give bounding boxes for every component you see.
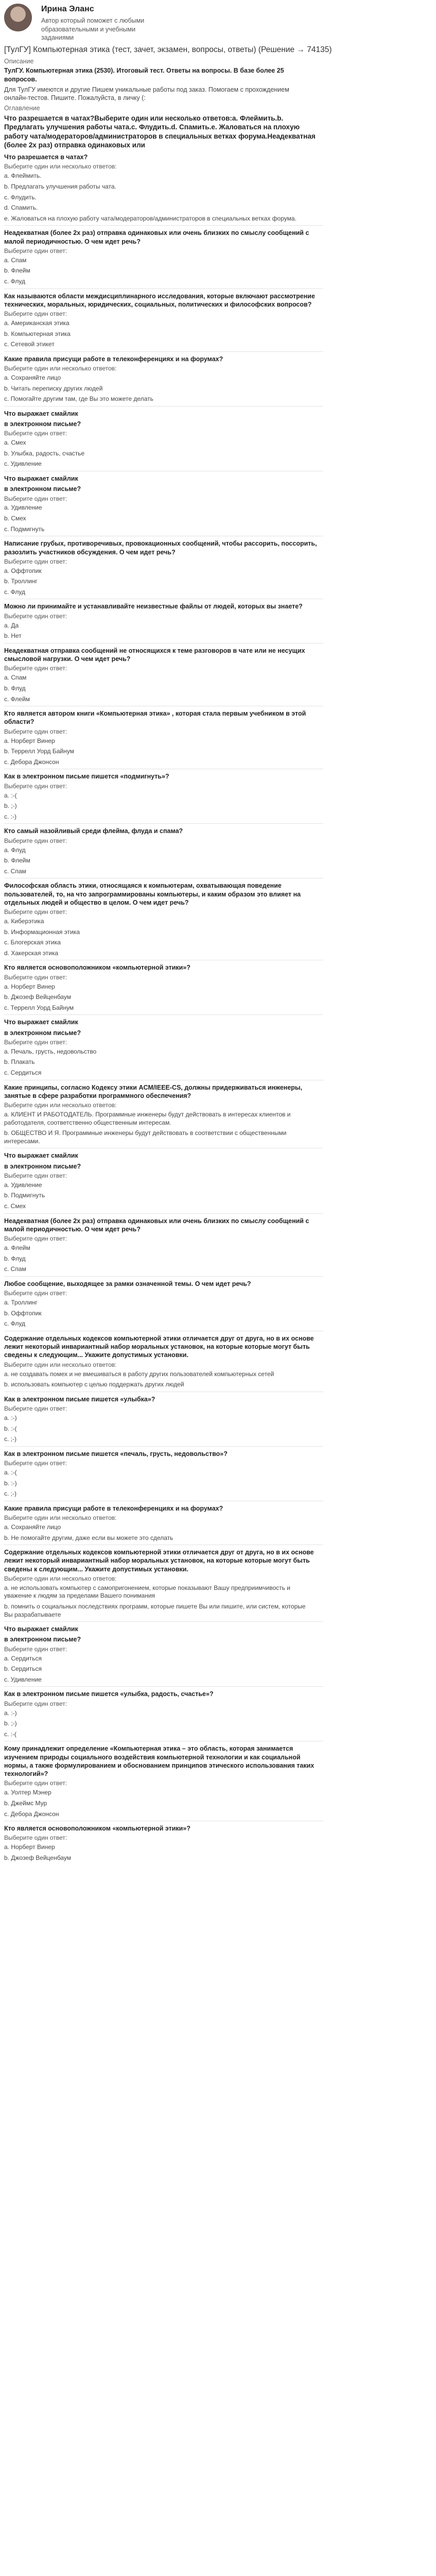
- answer-option: c. Сетевой этикет: [4, 341, 55, 348]
- answer-prompt: Выберите один ответ:: [4, 782, 67, 790]
- answer-option: b. Флуд: [4, 1255, 26, 1262]
- answer-option: b. Компьютерная этика: [4, 330, 71, 337]
- answer-option: a. :-): [4, 1414, 17, 1421]
- answer-prompt: Выберите один ответ:: [4, 310, 67, 318]
- answer-option: c. Подмигнуть: [4, 525, 45, 533]
- description-heading: Описание: [4, 57, 34, 65]
- answer-option: a. Троллинг: [4, 1299, 38, 1307]
- question-title: Неадекватная (более 2х раз) отправка одинаковых или очень близких по смыслу сообщений с малой периодичностью. О чем идет речь?: [4, 229, 309, 245]
- answer-option: a. Оффтопик: [4, 567, 42, 574]
- question-block: [4, 1548, 432, 1619]
- answer-option: c. Террелл Уорд Байнум: [4, 1004, 74, 1011]
- answer-option: b. Улыбка, радость, счастье: [4, 449, 85, 457]
- question-block: [4, 410, 432, 468]
- answer-prompt: Выберите один ответ:: [4, 665, 67, 672]
- answer-option: a. Смех: [4, 439, 26, 447]
- answer-option: a. Спам: [4, 256, 27, 264]
- answer-prompt: Выберите один или несколько ответов:: [4, 1514, 117, 1521]
- answer-option: b. Террелл Уорд Байнум: [4, 748, 74, 755]
- answer-prompt: Выберите один ответ:: [4, 1290, 67, 1297]
- answer-option: b. Нет: [4, 632, 22, 640]
- question-title: Какие правила присущи работе в телеконференциях и на форумах?: [4, 355, 223, 363]
- question-title: Какие правила присущи работе в телеконференциях и на форумах?: [4, 1504, 223, 1512]
- answer-option: b. Флуд: [4, 684, 26, 692]
- question-title: Как в электронном письме пишется «подмигнуть»?: [4, 773, 169, 781]
- question-block: [4, 1083, 432, 1146]
- question-block: [4, 1824, 432, 1862]
- question-block: [4, 539, 432, 596]
- answer-option: b. Троллинг: [4, 578, 38, 585]
- question-block: [4, 1450, 432, 1498]
- answer-option: a. Норберт Винер: [4, 982, 55, 990]
- answer-option: a. не использовать компьютер с самопригонением, которые показывают Вашу предприимчивость и уважение к людям за пределами Вашего понимания: [4, 1584, 290, 1600]
- question-title: Можно ли принимайте и устанавливайте неизвестные файлы от людей, которых вы знаете?: [4, 603, 303, 611]
- answer-option: c. Удивление: [4, 1675, 42, 1683]
- answer-option: a. Флейм: [4, 1244, 30, 1252]
- question-title: Кто является основоположником «компьютерной этики»?: [4, 1825, 190, 1833]
- question-block: [4, 1625, 432, 1684]
- question-block: [4, 1744, 432, 1818]
- answer-option: b. Оффтопик: [4, 1309, 42, 1317]
- answer-option: b. :-): [4, 1479, 17, 1487]
- description-text: Для ТулГУ имеются и другие Пишем уникальные работы под заказ. Помогаем с прохождением онлайн-тестов. Пишите. Пожалуйста, в личку (:: [4, 86, 289, 102]
- answer-option: a. Норберт Винер: [4, 1843, 55, 1851]
- question-title: Что выражает смайлик: [4, 1152, 78, 1160]
- divider: [4, 1014, 323, 1015]
- answer-option: a. Норберт Винер: [4, 737, 55, 744]
- answer-option: d. Спамить.: [4, 204, 38, 212]
- answer-option: b. Информационная этика: [4, 928, 80, 936]
- question-block: [4, 772, 432, 821]
- description-summary: ТулГУ. Компьютерная этика (2530). Итоговый тест. Ответы на вопросы. В базе более 25 вопросов.: [4, 67, 284, 83]
- question-block: [4, 602, 432, 640]
- answer-prompt: Выберите один ответ:: [4, 1700, 67, 1707]
- answer-option: c. Сердиться: [4, 1069, 42, 1077]
- answer-prompt: Выберите один ответ:: [4, 1834, 67, 1842]
- question-title-continued: в электронном письме?: [4, 485, 81, 493]
- answer-prompt: Выберите один ответ:: [4, 727, 67, 735]
- answer-option: b. Читать переписку других людей: [4, 384, 103, 392]
- answer-option: c. Флуд: [4, 1320, 25, 1328]
- author-name[interactable]: Ирина Эланс: [41, 5, 94, 13]
- answer-option: b. ;-): [4, 802, 17, 810]
- answer-option: c. Спам: [4, 1265, 26, 1273]
- answer-option: a. Спам: [4, 674, 27, 682]
- answer-option: a. Флуд: [4, 846, 26, 854]
- question-title: Как в электронном письме пишется «улыбка»?: [4, 1395, 155, 1403]
- answer-option: a. Печаль, грусть, недовольство: [4, 1047, 97, 1055]
- question-title: Философская область этики, относящаяся к компьютерам, охватывающая поведение пользователей, то, на что запрограммированы компьютеры, и каким образом это влияет на отдельных людей и общество в целом. О чем идет речь?: [4, 882, 301, 906]
- answer-option: a. :-): [4, 1709, 17, 1717]
- question-title: Как в электронном письме пишется «печаль, грусть, недовольство»?: [4, 1450, 228, 1458]
- question-title: Как называются области междисциплинарного исследования, которые включают рассмотрение технических, моральных, юридических, социальных, политических и философских вопросов?: [4, 292, 315, 308]
- answer-option: a. Удивление: [4, 504, 42, 512]
- answer-option: c. Дебора Джонсон: [4, 758, 59, 766]
- answer-option: b. использовать компьютер с целью поддержать других людей: [4, 1381, 184, 1388]
- answer-prompt: Выберите один ответ:: [4, 837, 67, 844]
- answer-option: b. ОБЩЕСТВО И Я. Программные инженеры будут действовать в соответствии с общественными интересами.: [4, 1129, 287, 1145]
- question-block: [4, 1504, 432, 1542]
- question-title-continued: в электронном письме?: [4, 1162, 81, 1170]
- question-title: Неадекватная отправка сообщений не относящихся к теме разговоров в чате или не несущих смысловой нагрузки. О чем идет речь?: [4, 647, 305, 663]
- divider: [4, 351, 323, 352]
- answer-prompt: Выберите один ответ:: [4, 247, 67, 255]
- question-block: [4, 1690, 432, 1738]
- answer-option: b. Предлагать улучшения работы чата.: [4, 182, 116, 190]
- question-title: Что выражает смайлик: [4, 475, 78, 483]
- answer-prompt: Выберите один ответ:: [4, 557, 67, 565]
- divider: [4, 1621, 323, 1622]
- answer-prompt: Выберите один или несколько ответов:: [4, 1574, 117, 1582]
- answer-option: b. Смех: [4, 515, 26, 522]
- question-block: [4, 229, 432, 285]
- contents-text: Что разрешается в чатах?Выберите один или несколько ответов:a. Флеймить.b. Предлагать улучшения работы чата.c. Флудить.d. Спамить.e. Жаловаться на плохую работу чата/модераторов/администраторов в специальных ветках форума.Неадекватная (более 2х раз) отправка одинаковых или: [4, 114, 316, 149]
- question-title: Кому принадлежит определение «Компьютерная этика – это область, которая занимается изучением природы социального воздействия компьютерной технологии и как социальной нормы, а также формулированием и обоснованием принципов этического использования таких технологий»?: [4, 1745, 315, 1778]
- answer-option: b. Джозеф Вейценбаум: [4, 993, 71, 1001]
- question-block: [4, 1334, 432, 1389]
- question-block: [4, 709, 432, 766]
- question-block: [4, 1151, 432, 1210]
- divider: [4, 1276, 323, 1277]
- answer-option: a. :-(: [4, 791, 17, 799]
- answer-prompt: Выберите один или несколько ответов:: [4, 163, 117, 171]
- question-title: Что выражает смайлик: [4, 410, 78, 417]
- question-title: Любое сообщение, выходящее за рамки означенной темы. О чем идет речь?: [4, 1280, 251, 1287]
- question-block: [4, 1280, 432, 1328]
- answer-prompt: Выберите один или несколько ответов:: [4, 1101, 117, 1109]
- question-title: Что выражает смайлик: [4, 1019, 78, 1026]
- question-title-continued: в электронном письме?: [4, 1636, 81, 1643]
- divider: [4, 1213, 323, 1214]
- answer-option: c. Помогайте другим там, где Вы это можете делать: [4, 395, 153, 403]
- author-block: [4, 3, 432, 42]
- question-title: Содержание отдельных кодексов компьютерной этики отличается друг от друга, но в их основе лежит некоторый инвариантный набор моральных установок, на которые которые могут быть сведены к следующим... Укажите допустимых установки.: [4, 1549, 314, 1573]
- answer-prompt: Выберите один или несколько ответов:: [4, 1361, 117, 1368]
- answer-prompt: Выберите один или несколько ответов:: [4, 365, 117, 372]
- question-title: Кто является автором книги «Компьютерная этика» , которая стала первым учебником в этой области?: [4, 710, 306, 726]
- author-info: [41, 3, 154, 42]
- answer-option: d. Хакерская этика: [4, 949, 59, 957]
- answer-prompt: Выберите один ответ:: [4, 1038, 67, 1046]
- answer-option: a. Удивление: [4, 1181, 42, 1189]
- question-block: [4, 827, 432, 875]
- question-block: [4, 963, 432, 1012]
- answer-option: b. Джозеф Вейценбаум: [4, 1854, 71, 1861]
- divider: [4, 1686, 323, 1687]
- answer-option: c. ;-): [4, 1490, 16, 1498]
- answer-option: b. ;-): [4, 1720, 17, 1727]
- divider: [4, 1446, 323, 1447]
- answer-option: a. Уолтер Мэнер: [4, 1789, 51, 1797]
- answer-prompt: Выберите один ответ:: [4, 1460, 67, 1467]
- answer-option: c. Смех: [4, 1202, 26, 1210]
- question-list: [4, 153, 432, 1862]
- answer-option: c. Дебора Джонсон: [4, 1810, 59, 1818]
- answer-prompt: Выберите один ответ:: [4, 1405, 67, 1413]
- question-title: Кто является основоположником «компьютерной этики»?: [4, 964, 190, 972]
- answer-option: a. Сохраняйте лицо: [4, 374, 61, 381]
- question-title: Как в электронном письме пишется «улыбка, радость, счастье»?: [4, 1690, 214, 1698]
- answer-option: c. :-): [4, 812, 16, 820]
- question-block: [4, 355, 432, 403]
- answer-option: a. Да: [4, 621, 19, 629]
- answer-prompt: Выберите один ответ:: [4, 1172, 67, 1179]
- question-title: Кто самый назойливый среди флейма, флуда и спама?: [4, 827, 183, 835]
- answer-option: c. Флейм: [4, 695, 30, 703]
- answer-option: b. Не помогайте другим, даже если вы можете это сделать: [4, 1534, 173, 1541]
- question-block: [4, 292, 432, 349]
- question-title: Неадекватная (более 2х раз) отправка одинаковых или очень близких по смыслу сообщений с малой периодичностью. О чем идет речь?: [4, 1217, 309, 1233]
- page-title: [ТулГУ] Компьютерная этика (тест, зачет, экзамен, вопросы, ответы) (Решение → 74135): [4, 45, 332, 55]
- answer-prompt: Выберите один ответ:: [4, 1645, 67, 1653]
- answer-option: b. Сердиться: [4, 1665, 42, 1673]
- divider: [4, 225, 323, 226]
- answer-prompt: Выберите один ответ:: [4, 612, 67, 620]
- answer-prompt: Выберите один ответ:: [4, 973, 67, 981]
- question-block: [4, 1217, 432, 1274]
- answer-option: a. Флеймить.: [4, 172, 42, 180]
- answer-option: b. Флейм: [4, 267, 30, 275]
- answer-option: c. Флуд: [4, 277, 25, 285]
- answer-option: c. Спам: [4, 867, 26, 875]
- answer-option: a. Киберэтика: [4, 918, 44, 925]
- answer-option: a. Сердиться: [4, 1654, 42, 1662]
- question-title: Написание грубых, противоречивых, провокационных сообщений, чтобы рассорить, поссорить, разозлить участников обсуждения. О чем идет речь?: [4, 540, 317, 556]
- answer-prompt: Выберите один ответ:: [4, 430, 67, 437]
- answer-option: b. :-(: [4, 1425, 17, 1432]
- question-block: [4, 1395, 432, 1444]
- answer-option: c. Флудить.: [4, 193, 37, 201]
- answer-option: a. Сохраняйте лицо: [4, 1523, 61, 1531]
- answer-option: a. :-(: [4, 1468, 17, 1476]
- answer-option: c. Блогерская этика: [4, 939, 61, 946]
- avatar[interactable]: [4, 4, 32, 31]
- question-title: Что разрешается в чатах?: [4, 154, 88, 161]
- answer-option: b. помнить о социальных последствиях программ, которые пишете Вы или пишите, или систем, которые Вы разрабатываете: [4, 1603, 306, 1618]
- answer-option: a. КЛИЕНТ И РАБОТОДАТЕЛЬ. Программные инженеры будут действовать в интересах клиентов и работодателя, соответственно общественным интересам.: [4, 1111, 291, 1126]
- contents-heading: Оглавление: [4, 105, 40, 112]
- question-block: [4, 1018, 432, 1077]
- question-block: [4, 882, 432, 957]
- divider: [4, 823, 323, 824]
- author-description: Автор который поможет с любыми образовательными и учебными заданиями: [41, 17, 145, 41]
- answer-option: c. Удивление: [4, 460, 42, 468]
- answer-prompt: Выберите один ответ:: [4, 908, 67, 916]
- answer-prompt: Выберите один ответ:: [4, 1235, 67, 1243]
- question-title-continued: в электронном письме?: [4, 1029, 81, 1037]
- answer-option: a. не создавать помех и не вмешиваться в работу других пользователей компьютерных сетей: [4, 1370, 274, 1378]
- answer-option: b. Плакать: [4, 1058, 35, 1066]
- question-block: [4, 153, 432, 223]
- answer-option: b. Флейм: [4, 857, 30, 865]
- question-title: Какие принципы, согласно Кодексу этики ACM/IEEE-CS, должны придерживаться инженеры, занятые в сфере разработки программного обеспечения?: [4, 1083, 303, 1099]
- answer-prompt: Выберите один ответ:: [4, 1780, 67, 1787]
- answer-option: b. Джеймс Мур: [4, 1799, 47, 1807]
- question-title-continued: в электронном письме?: [4, 420, 81, 428]
- question-block: [4, 647, 432, 703]
- answer-prompt: Выберите один ответ:: [4, 495, 67, 502]
- answer-option: a. Американская этика: [4, 319, 69, 327]
- question-title: Что выражает смайлик: [4, 1625, 78, 1633]
- question-block: [4, 474, 432, 533]
- answer-option: b. Подмигнуть: [4, 1192, 45, 1199]
- answer-option: c. :-(: [4, 1730, 16, 1738]
- answer-option: c. ;-): [4, 1435, 16, 1443]
- question-title: Содержание отдельных кодексов компьютерной этики отличается друг от друга, но в их основе лежит некоторый инвариантный набор моральных установок, на которые которые могут быть сведены к следующим... Укажите допустимых установки.: [4, 1334, 314, 1359]
- answer-option: c. Флуд: [4, 588, 25, 596]
- answer-option: e. Жаловаться на плохую работу чата/модераторов/администраторов в специальных ветках форума.: [4, 214, 297, 222]
